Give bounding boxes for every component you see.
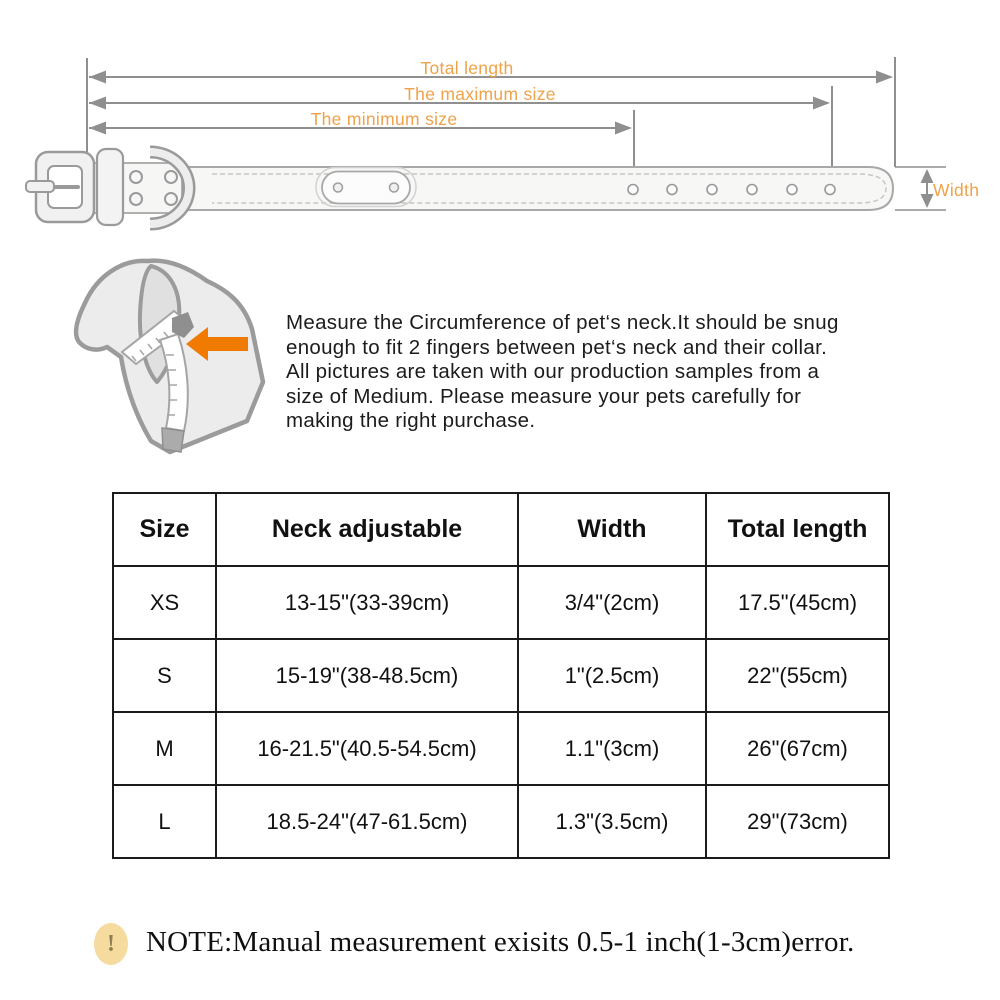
cell-width: 1.3"(3.5cm) xyxy=(518,785,706,858)
arrowhead-right-icon xyxy=(876,71,893,84)
arrowhead-left-icon xyxy=(89,97,106,110)
col-header-total-length: Total length xyxy=(706,493,889,566)
arrowhead-down-icon xyxy=(921,194,934,208)
arrowhead-right-icon xyxy=(813,97,830,110)
cell-size: L xyxy=(113,785,216,858)
minimum-size-label: The minimum size xyxy=(310,109,458,129)
table-row-m xyxy=(113,712,889,785)
cell-total-length: 26"(67cm) xyxy=(706,712,889,785)
size-table-header-row xyxy=(113,493,889,566)
collar-keeper-loop xyxy=(97,149,123,225)
cell-size: XS xyxy=(113,566,216,639)
cell-total-length: 22"(55cm) xyxy=(706,639,889,712)
cell-width: 1.1"(3cm) xyxy=(518,712,706,785)
maximum-size-label: The maximum size xyxy=(404,84,556,104)
exclamation-glyph: ! xyxy=(107,930,115,957)
col-header-size: Size xyxy=(113,493,216,566)
table-row-l xyxy=(113,785,889,858)
cell-size: S xyxy=(113,639,216,712)
tape-end-clip xyxy=(162,428,184,452)
instruction-line: size of Medium. Please measure your pets carefully for xyxy=(286,384,802,408)
instruction-line: Measure the Circumference of pet‘s neck.It should be snug xyxy=(286,311,839,334)
exclamation-icon xyxy=(94,923,128,965)
cell-neck: 13-15"(33-39cm) xyxy=(216,566,518,639)
collar-illustration xyxy=(26,149,893,225)
instruction-line: enough to fit 2 fingers between pet‘s neck and their collar. xyxy=(286,335,828,359)
arrowhead-right-icon xyxy=(615,122,632,135)
cell-total-length: 29"(73cm) xyxy=(706,785,889,858)
instruction-line: All pictures are taken with our production samples from a xyxy=(286,360,820,383)
size-table xyxy=(112,492,890,859)
cell-size: M xyxy=(113,712,216,785)
cell-total-length: 17.5"(45cm) xyxy=(706,566,889,639)
cell-width: 3/4"(2cm) xyxy=(518,566,706,639)
dog-illustration xyxy=(0,240,320,480)
measurement-note: NOTE:Manual measurement exisits 0.5-1 inch(1-3cm)error. xyxy=(146,926,855,958)
table-row-xs xyxy=(113,566,889,639)
cell-width: 1"(2.5cm) xyxy=(518,639,706,712)
table-row-s xyxy=(113,639,889,712)
cell-neck: 18.5-24"(47-61.5cm) xyxy=(216,785,518,858)
arrowhead-left-icon xyxy=(89,122,106,135)
cell-neck: 15-19"(38-48.5cm) xyxy=(216,639,518,712)
measuring-instructions xyxy=(286,311,946,434)
collar-dimension-diagram xyxy=(0,0,1000,245)
width-label: Width xyxy=(933,180,980,200)
col-header-width: Width xyxy=(518,493,706,566)
col-header-neck-adjustable: Neck adjustable xyxy=(216,493,518,566)
total-length-label: Total length xyxy=(420,58,514,78)
arrowhead-left-icon xyxy=(89,71,106,84)
instruction-line: making the right purchase. xyxy=(286,409,536,432)
cell-neck: 16-21.5"(40.5-54.5cm) xyxy=(216,712,518,785)
arrowhead-up-icon xyxy=(921,169,934,183)
